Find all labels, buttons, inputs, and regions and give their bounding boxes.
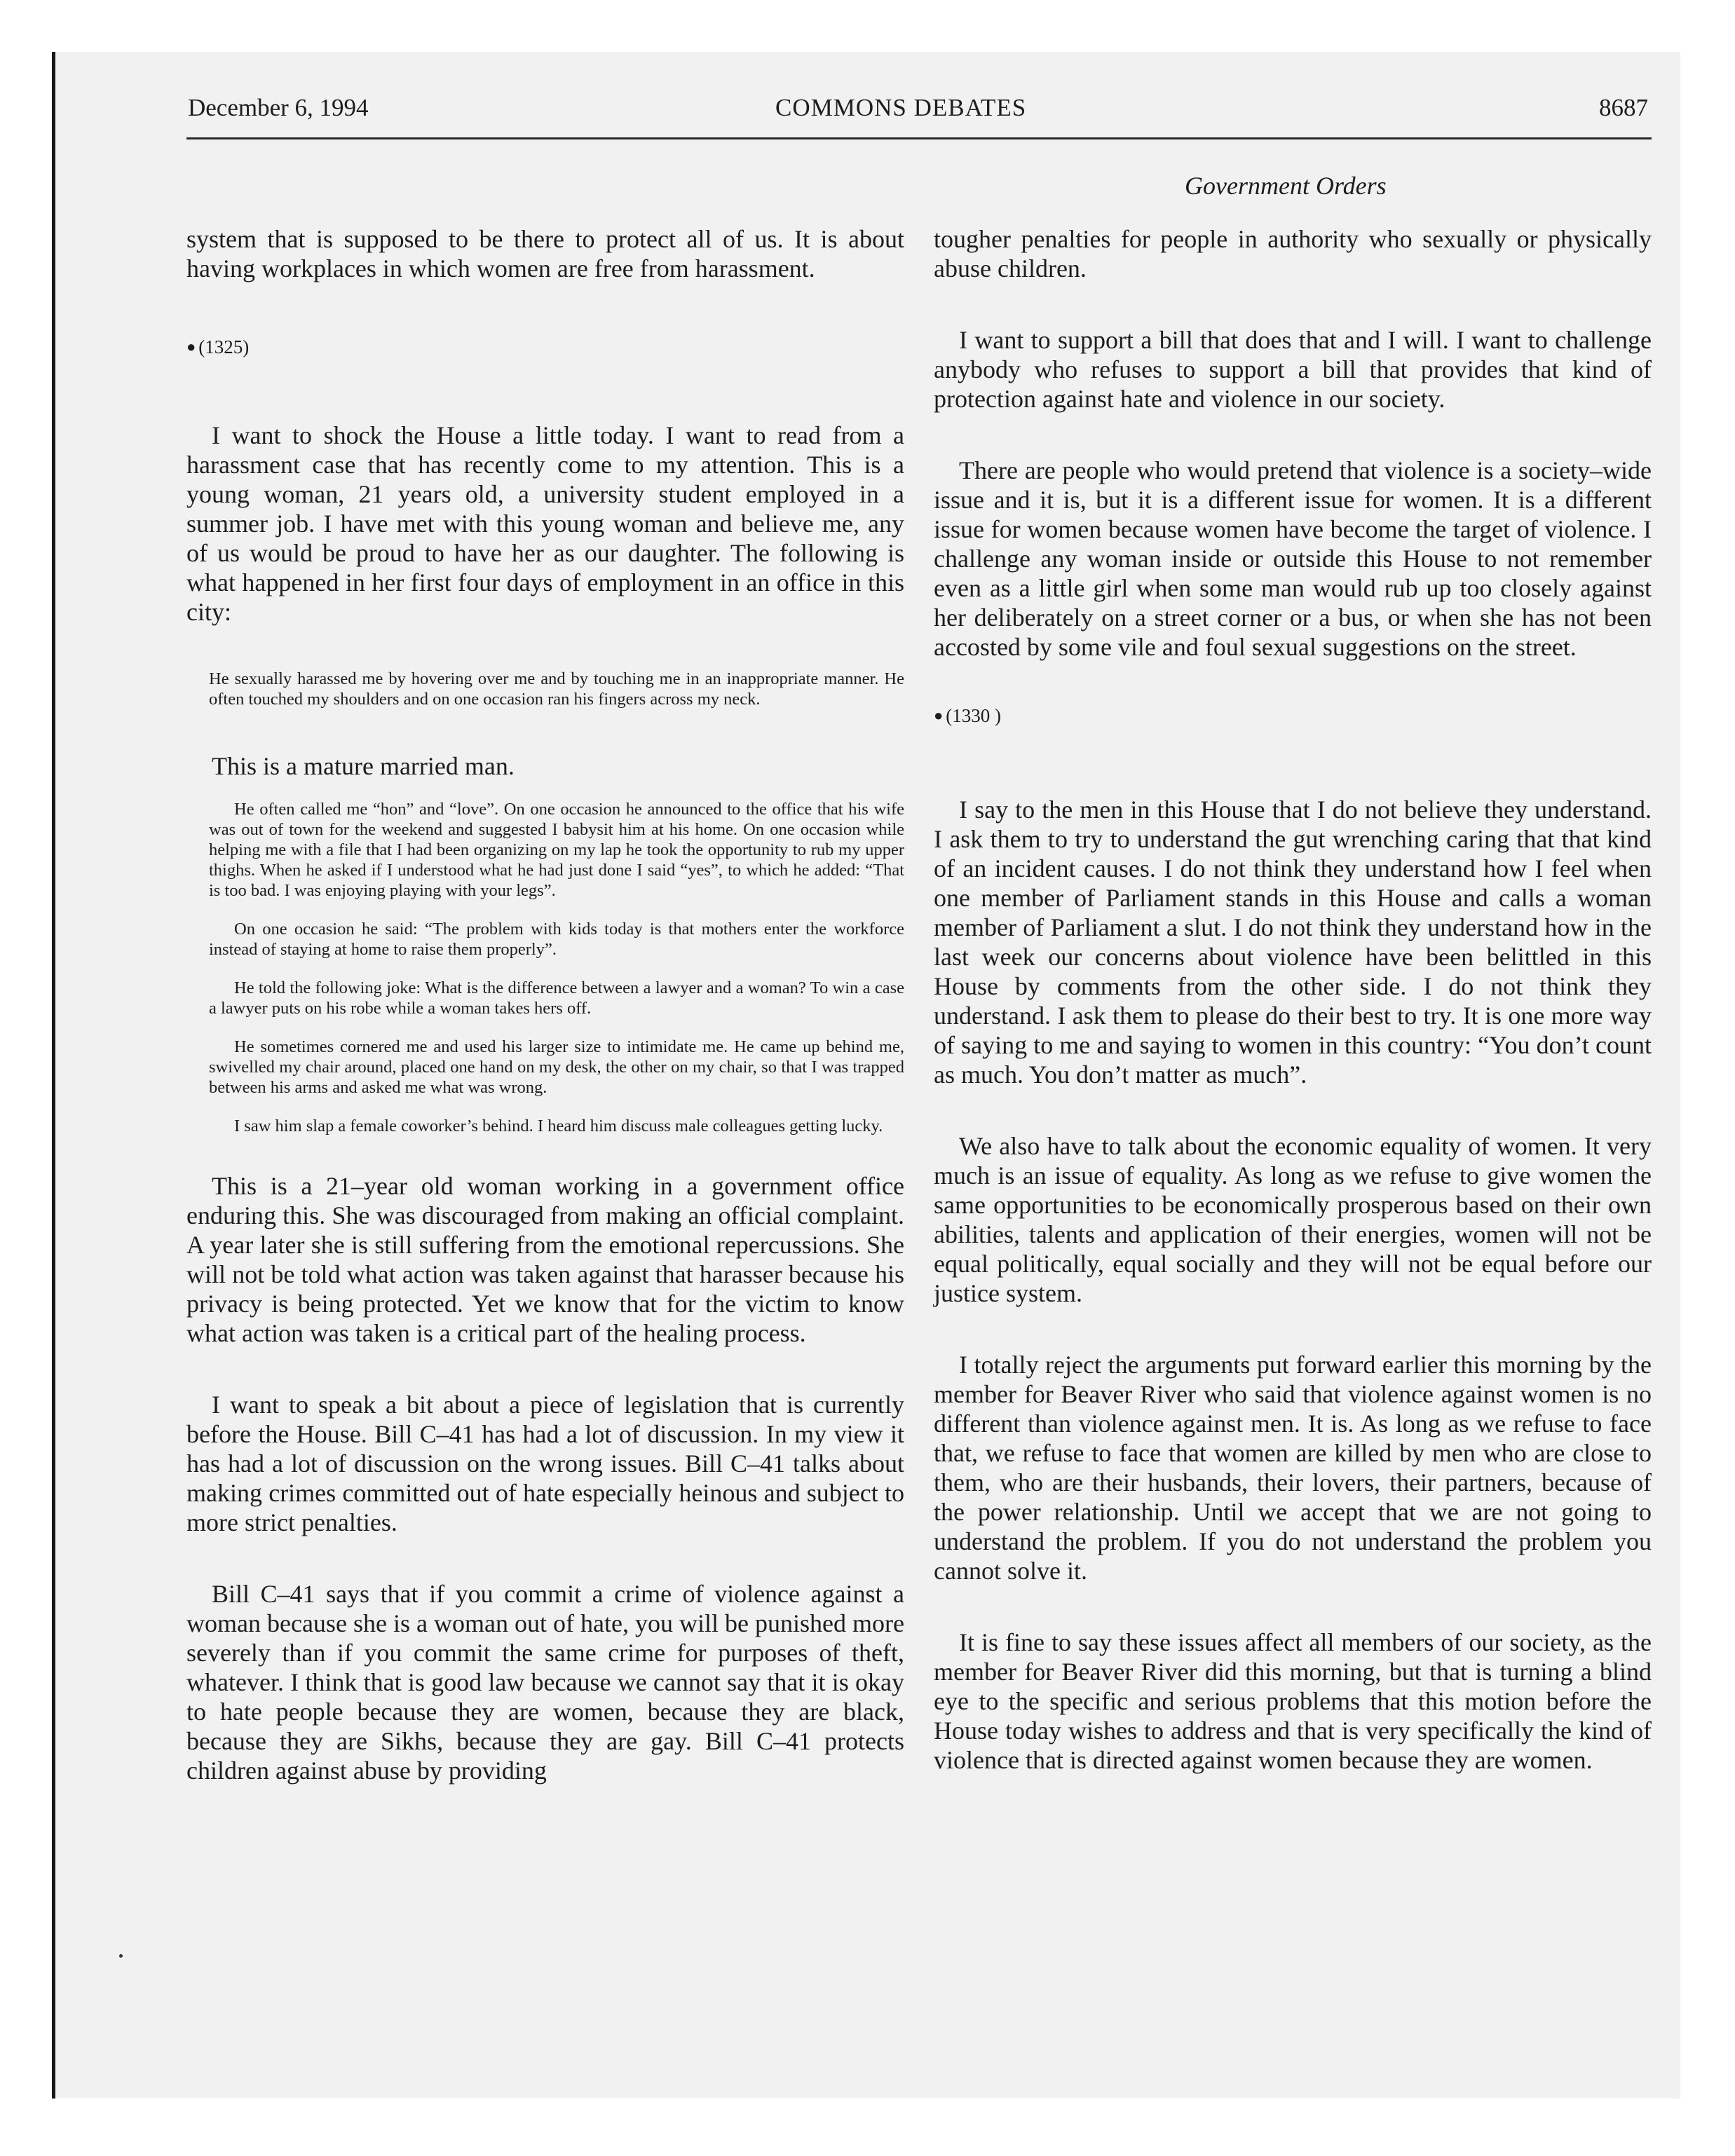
paragraph: We also have to talk about the economic equality of women. It very much is an issue of equality. As long as we refuse to give women the same opportunities to be economically prosperous based on their own abilities, talents and application of their energies, women will not be equal politically, equal socially and they will not be equal before our justice system. — [934, 1132, 1652, 1307]
left-column — [186, 224, 904, 1785]
page-number: 8687 — [1599, 94, 1648, 121]
quotation: On one occasion he said: “The problem with kids today is that mothers enter the workforce instead of staying at home to raise them properly”. — [209, 920, 904, 959]
paragraph: There are people who would pretend that violence is a society–wide issue and it is, but it is a different issue for women. It is a different issue for women because women have become the target of violence. I challenge any woman inside or outside this House to not remember even as a little girl when some man would rub up too closely against her deliberately on a street corner or a bus, or when she has not been accosted by some vile and foul sexual suggestions on the street. — [934, 456, 1652, 661]
time-marker-text: (1330 ) — [946, 705, 1002, 726]
header-title: COMMONS DEBATES — [775, 94, 1027, 121]
paragraph: system that is supposed to be there to protect all of us. It is about having workplaces in which women are free from harassment. — [186, 225, 904, 282]
paragraph: I want to speak a bit about a piece of legislation that is currently before the House. Bill C–41 has had a lot of discussion. In my view it has had a lot of discussion on the wrong issues. Bill C–41 talks about making crimes committed out of hate especially heinous and subject to more strict penalties. — [186, 1391, 904, 1536]
paragraph: It is fine to say these issues affect all members of our society, as the member for Beaver River did this morning, but that is turning a blind eye to the specific and serious problems that this motion before the House today wishes to address and that is very specifically the kind of violence that is directed against women because they are women. — [934, 1628, 1652, 1774]
paragraph: tougher penalties for people in authority who sexually or physically abuse children. — [934, 225, 1652, 282]
quotation: He sexually harassed me by hovering over me and by touching me in an inappropriate manner. He often touched my shoulders and on one occasion ran his fingers across my neck. — [209, 669, 904, 709]
paragraph: I totally reject the arguments put forward earlier this morning by the member for Beaver River who said that violence against women is no different than violence against men. It is. As long as we refuse to face that, we refuse to face that women are killed by men who are close to them, who are their husbands, their lovers, their partners, because of the power relationship. Until we accept that we are not going to understand the problem. If you do not understand the problem you cannot solve it. — [934, 1351, 1652, 1585]
paragraph: This is a 21–year old woman working in a government office enduring this. She was discouraged from making an official complaint. A year later she is still suffering from the emotional repercussions. She will not be told what action was taken against that harasser because his privacy is being protected. Yet we know that for the victim to know what action was taken is a critical part of the healing process. — [186, 1172, 904, 1347]
quotation: He often called me “hon” and “love”. On one occasion he announced to the office that his wife was out of town for the weekend and suggested I babysit him at his home. On one occasion while helping me with a file that I had been organizing on my lap he took the opportunity to rub my upper thighs. When he asked if I understood what he had just done I said “yes”, to which he added: “That is too bad. I was enjoying playing with your legs”. — [209, 800, 904, 900]
right-column — [934, 224, 1652, 1775]
paragraph: This is a mature married man. — [212, 752, 515, 780]
header-rule — [186, 137, 1652, 139]
time-marker-text: (1325) — [198, 336, 250, 357]
bullet-icon: ● — [186, 338, 196, 355]
paragraph: I say to the men in this House that I do not believe they understand. I ask them to try to understand the gut wrenching caring that that kind of an incident causes. I do not think they understand how I feel when one member of Parliament stands in this House and calls a woman member of Parliament a slut. I do not think they understand how in the last week our concerns about violence have been belittled in this House by comments from the other side. I do not think they understand. I ask them to please do their best to try. It is one more way of saying to me and saying to women in this country: “You don’t count as much. You don’t matter as much”. — [934, 796, 1652, 1089]
scan-speck — [119, 1954, 123, 1958]
paragraph: Bill C–41 says that if you commit a crime of violence against a woman because she is a woman out of hate, you will be punished more severely than if you commit the same crime for purposes of theft, whatever. I think that is good law because we cannot say that it is okay to hate people because they are women, because they are black, because they are Sikhs, because they are gay. Bill C–41 protects children against abuse by providing — [186, 1580, 904, 1785]
section-label: Government Orders — [1185, 172, 1387, 200]
paragraph: I want to support a bill that does that and I will. I want to challenge anybody who refuses to support a bill that provides that kind of protection against hate and violence in our society. — [934, 326, 1652, 413]
paragraph: I want to shock the House a little today. I want to read from a harassment case that has recently come to my attention. This is a young woman, 21 years old, a university student employed in a summer job. I have met with this young woman and believe me, any of us would be proud to have her as our daughter. The following is what happened in her first four days of employment in an office in this city: — [186, 421, 904, 626]
quotation: I saw him slap a female coworker’s behind. I heard him discuss male colleagues getting lucky. — [234, 1117, 883, 1135]
quotation: He told the following joke: What is the difference between a lawyer and a woman? To win a case a lawyer puts on his robe while a woman takes hers off. — [209, 978, 904, 1018]
time-marker — [186, 335, 904, 359]
quotation: He sometimes cornered me and used his larger size to intimidate me. He came up behind me, swivelled my chair around, placed one hand on my desk, the other on my chair, so that I was trapped between his arms and asked me what was wrong. — [209, 1037, 904, 1097]
time-marker — [934, 704, 1652, 728]
bullet-icon: ● — [934, 707, 944, 724]
header-date: December 6, 1994 — [188, 94, 369, 121]
